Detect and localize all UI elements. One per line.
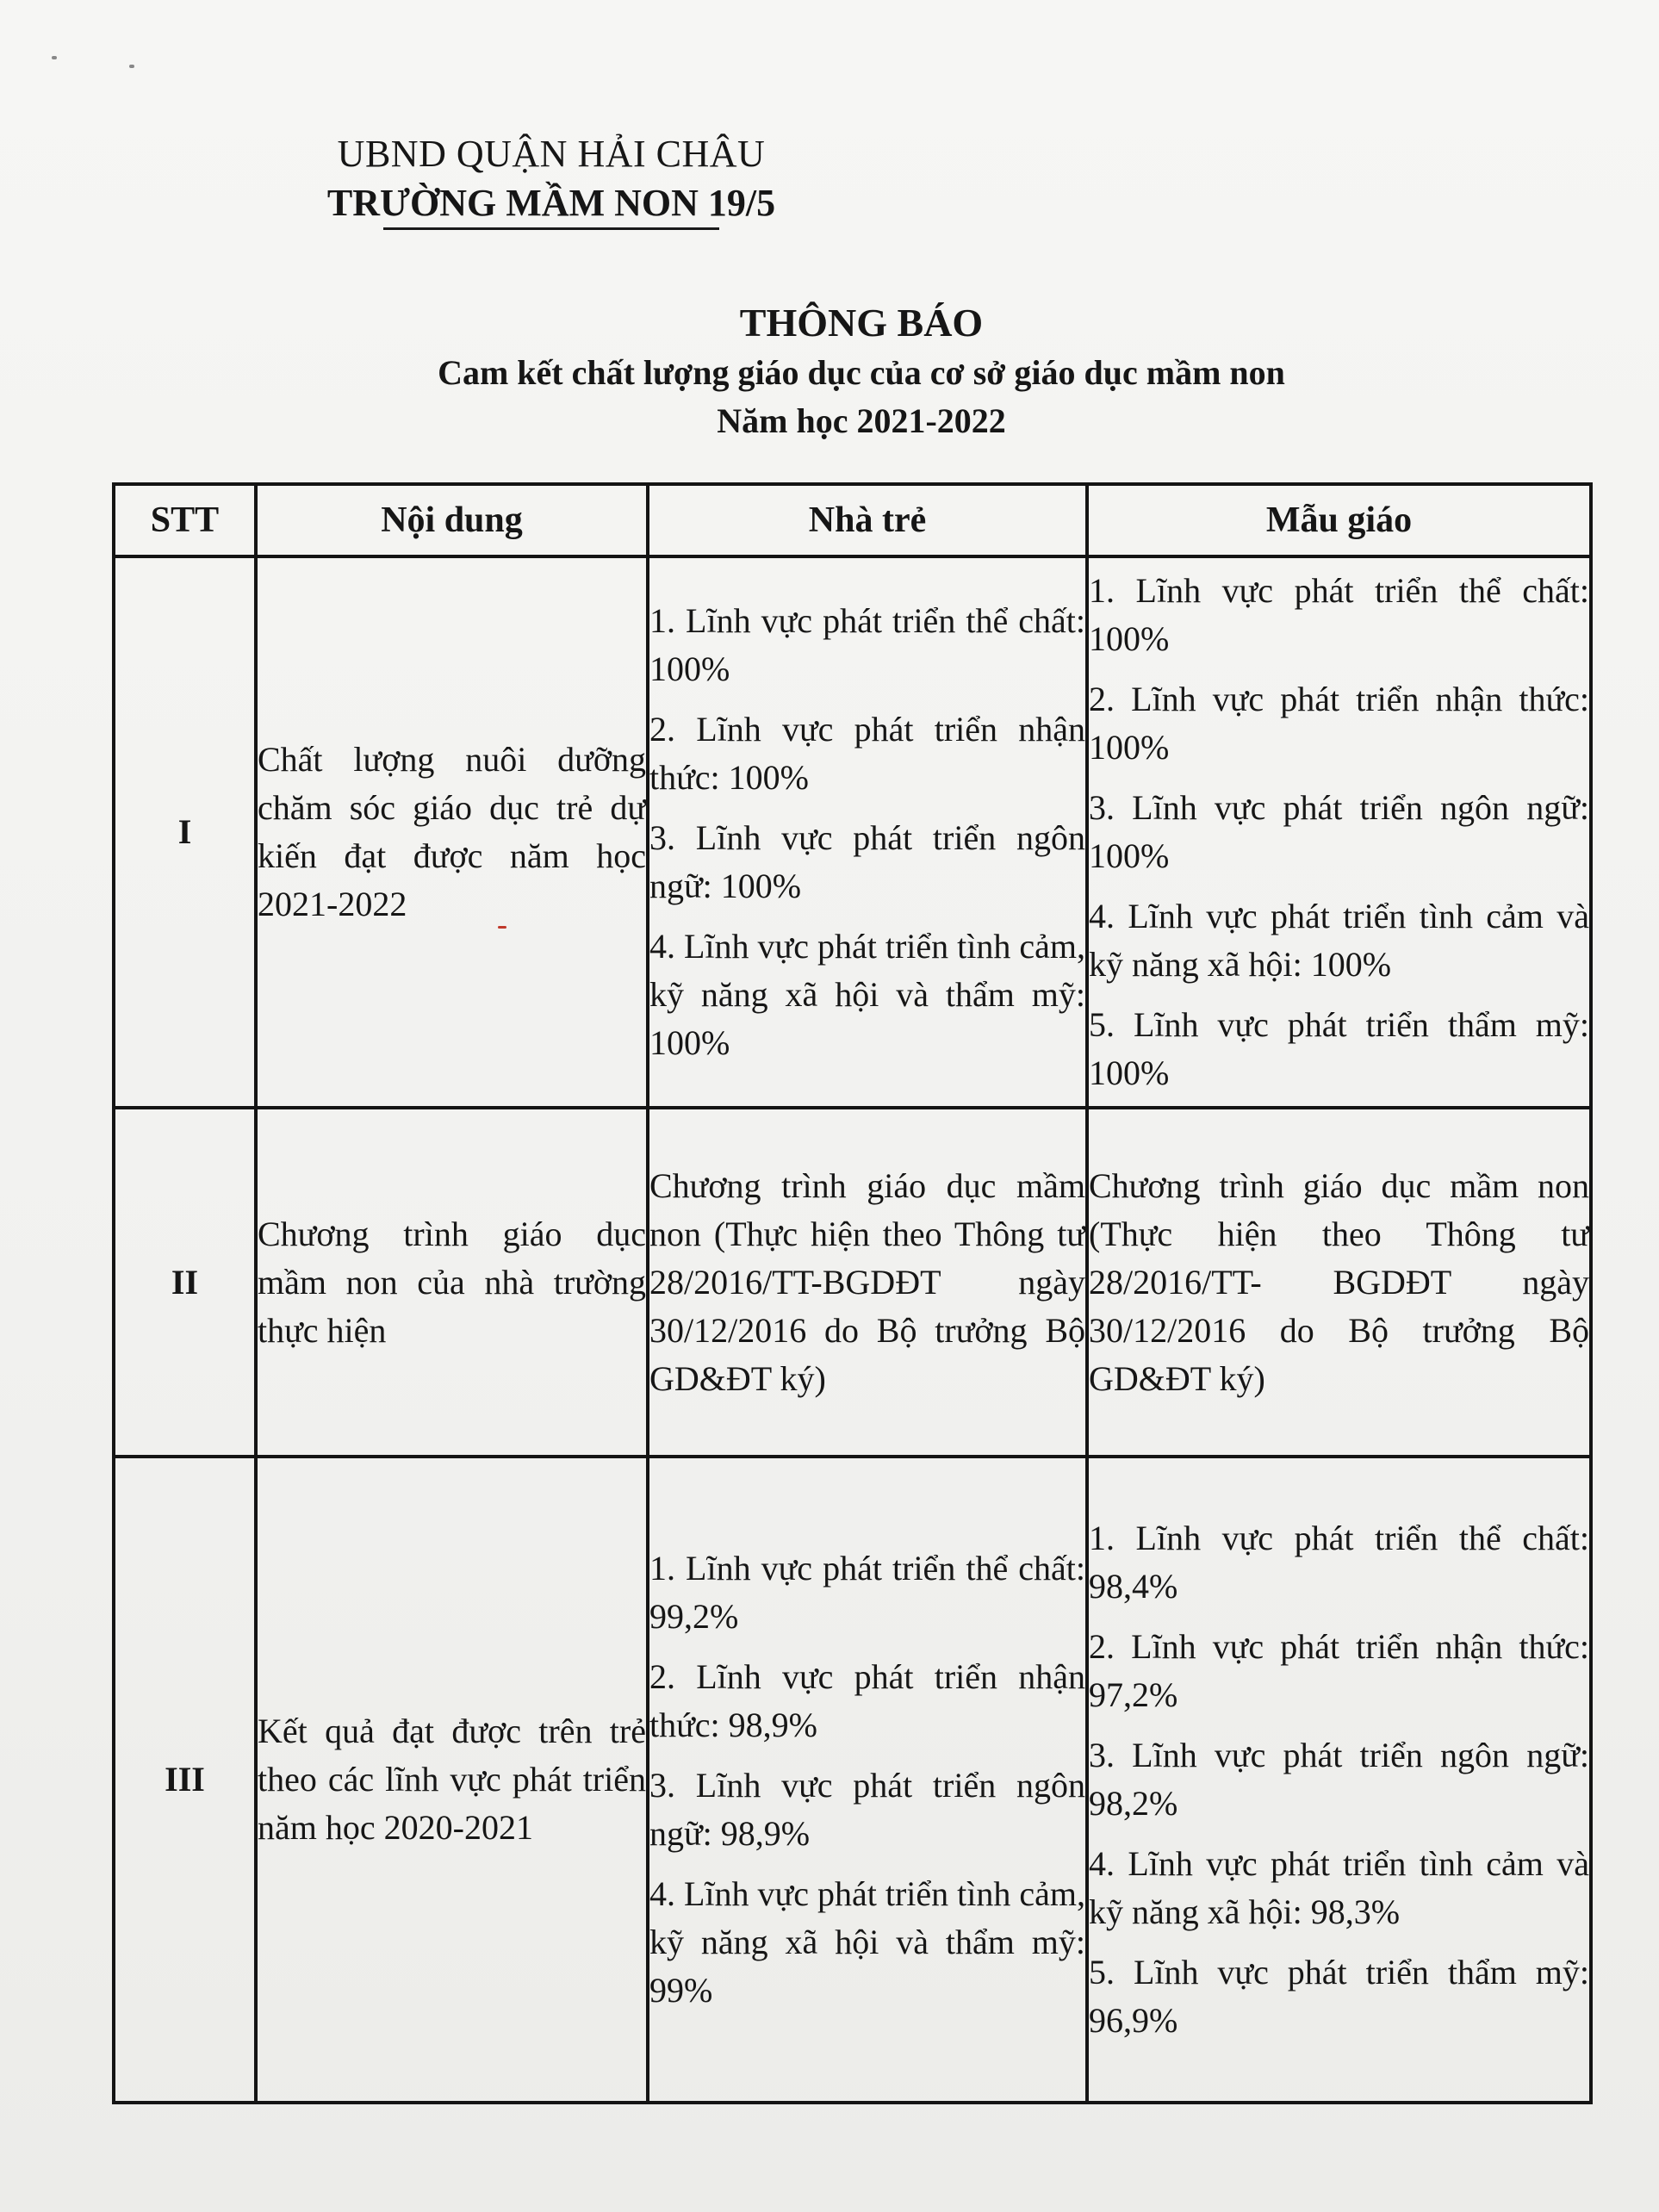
list-item: 2. Lĩnh vực phát triển nhận thức: 98,9% bbox=[649, 1657, 1085, 1744]
row-number: III bbox=[114, 1457, 256, 2103]
column-header-content: Nội dung bbox=[256, 484, 648, 556]
list-item: Chương trình giáo dục mầm non (Thực hiện theo Thông tư 28/2016/TT- BGDĐT ngày 30/12/2016 do Bộ trưởng Bộ GD&ĐT ký) bbox=[1089, 1165, 1589, 1398]
notice-title: THÔNG BÁO bbox=[739, 301, 984, 345]
list-item: 1. Lĩnh vực phát triển thể chất: 100% bbox=[1089, 571, 1589, 658]
school-name: TRƯỜNG MẦM NON 19/5 bbox=[326, 182, 776, 224]
nursery-cell bbox=[648, 1108, 1087, 1457]
list-item: 4. Lĩnh vực phát triển tình cảm, kỹ năng xã hội và thẩm mỹ: 99% bbox=[649, 1874, 1085, 2010]
school-underline bbox=[383, 227, 719, 230]
list-item: 5. Lĩnh vực phát triển thẩm mỹ: 100% bbox=[1089, 1005, 1589, 1092]
list-item: 1. Lĩnh vực phát triển thể chất: 100% bbox=[649, 601, 1085, 688]
list-item: 5. Lĩnh vực phát triển thẩm mỹ: 96,9% bbox=[1089, 1953, 1589, 2040]
table-row bbox=[114, 1457, 1591, 2103]
row-content: Kết quả đạt được trên trẻ theo các lĩnh vực phát triển năm học 2020-2021 bbox=[256, 1457, 648, 2103]
list-item: 3. Lĩnh vực phát triển ngôn ngữ: 98,2% bbox=[1089, 1736, 1589, 1823]
list-item: 4. Lĩnh vực phát triển tình cảm và kỹ năng xã hội: 98,3% bbox=[1089, 1844, 1589, 1931]
notice-heading bbox=[241, 297, 1482, 445]
commitment-table bbox=[112, 482, 1593, 2104]
paper-speck bbox=[129, 65, 134, 68]
list-item: Chương trình giáo dục mầm non (Thực hiện theo Thông tư 28/2016/TT-BGDĐT ngày 30/12/2016 do Bộ trưởng Bộ GD&ĐT ký) bbox=[649, 1165, 1085, 1398]
column-header-nursery: Nhà trẻ bbox=[648, 484, 1087, 556]
org-name: UBND QUẬN HẢI CHÂU bbox=[337, 133, 766, 175]
list-item: 1. Lĩnh vực phát triển thể chất: 98,4% bbox=[1089, 1519, 1589, 1606]
column-header-kindergarten: Mẫu giáo bbox=[1087, 484, 1591, 556]
list-item: 4. Lĩnh vực phát triển tình cảm, kỹ năng xã hội và thẩm mỹ: 100% bbox=[649, 927, 1085, 1062]
row-content: Chất lượng nuôi dưỡng chăm sóc giáo dục trẻ dự kiến đạt được năm học 2021-2022 bbox=[256, 556, 648, 1108]
table-row bbox=[114, 1108, 1591, 1457]
list-item: 1. Lĩnh vực phát triển thể chất: 99,2% bbox=[649, 1549, 1085, 1636]
notice-year: Năm học 2021-2022 bbox=[717, 401, 1006, 440]
list-item: 3. Lĩnh vực phát triển ngôn ngữ: 100% bbox=[649, 818, 1085, 905]
list-item: 2. Lĩnh vực phát triển nhận thức: 97,2% bbox=[1089, 1627, 1589, 1714]
row-number: I bbox=[114, 556, 256, 1108]
table-row bbox=[114, 556, 1591, 1108]
paper-speck bbox=[498, 926, 506, 929]
list-item: 4. Lĩnh vực phát triển tình cảm và kỹ năng xã hội: 100% bbox=[1089, 897, 1589, 984]
list-item: 2. Lĩnh vực phát triển nhận thức: 100% bbox=[649, 710, 1085, 797]
nursery-cell bbox=[648, 1457, 1087, 2103]
list-item: 3. Lĩnh vực phát triển ngôn ngữ: 100% bbox=[1089, 788, 1589, 875]
issuer-header bbox=[310, 129, 792, 230]
kindergarten-cell bbox=[1087, 556, 1591, 1108]
nursery-cell bbox=[648, 556, 1087, 1108]
kindergarten-cell bbox=[1087, 1457, 1591, 2103]
kindergarten-cell bbox=[1087, 1108, 1591, 1457]
paper-speck bbox=[52, 56, 57, 59]
list-item: 2. Lĩnh vực phát triển nhận thức: 100% bbox=[1089, 680, 1589, 767]
table-header-row bbox=[114, 484, 1591, 556]
list-item: 3. Lĩnh vực phát triển ngôn ngữ: 98,9% bbox=[649, 1766, 1085, 1853]
row-number: II bbox=[114, 1108, 256, 1457]
row-content: Chương trình giáo dục mầm non của nhà trường thực hiện bbox=[256, 1108, 648, 1457]
column-header-stt: STT bbox=[114, 484, 256, 556]
notice-subtitle: Cam kết chất lượng giáo dục của cơ sở giáo dục mầm non bbox=[438, 353, 1285, 392]
